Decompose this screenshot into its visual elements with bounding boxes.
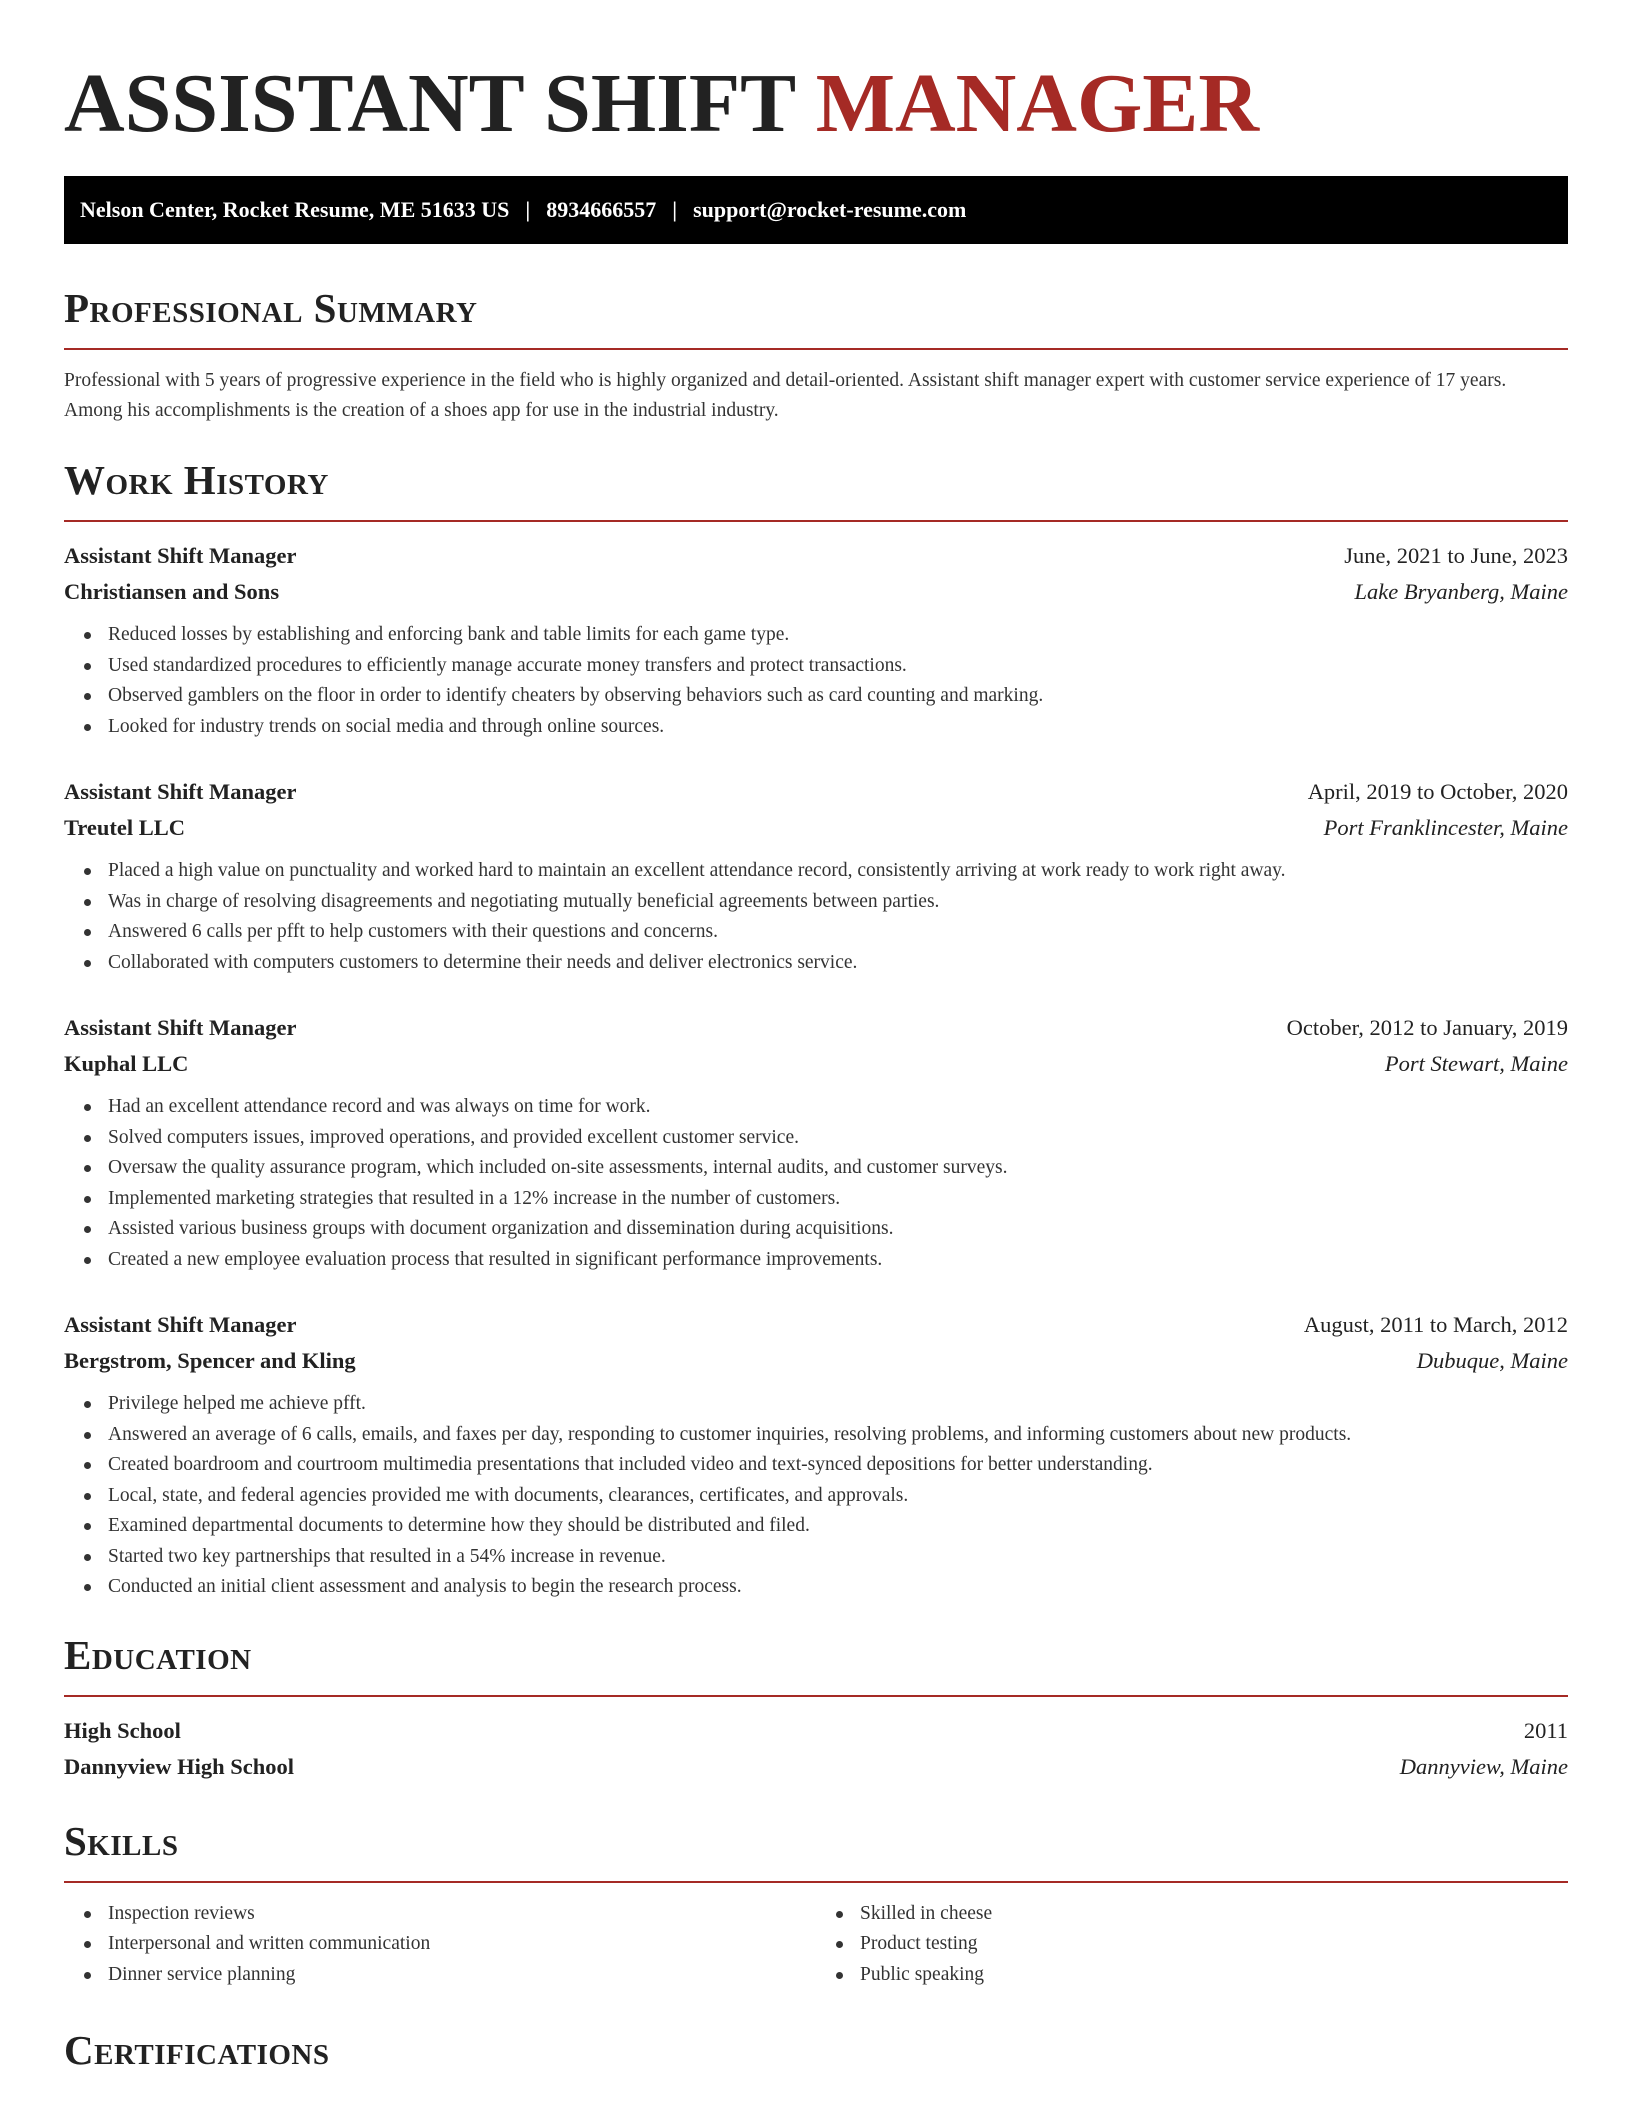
section-divider [64,1881,1568,1883]
skills-list-right [816,1899,1568,1991]
job-bullets [64,620,1568,742]
job-location: Port Stewart, Maine [1384,1051,1568,1076]
education-location: Dannyview, Maine [1399,1753,1568,1779]
certifications-section [64,2026,1568,2074]
job-company: Christiansen and Sons [64,579,280,604]
section-heading-education: Education [64,1631,252,1678]
job-company: Treutel LLC [64,815,186,840]
job-title: Assistant Shift Manager [64,779,297,804]
job-dates: August, 2011 to March, 2012 [1303,1312,1568,1337]
skills-section [64,1817,1568,1991]
job-entry [64,538,1568,742]
work-history-section [64,456,1568,1603]
bullet-item: Implemented marketing strategies that resulted in a 12% increase in the number of customers. [108,1184,1568,1215]
skill-item: Product testing [860,1929,1568,1960]
education-degree: High School [64,1717,181,1743]
contact-phone[interactable]: 8934666557 [546,197,657,222]
skills-columns [64,1899,1568,1991]
section-heading-skills: Skills [64,1817,179,1864]
bullet-item: Started two key partnerships that resulted in a 54% increase in revenue. [108,1542,1568,1573]
education-section [64,1631,1568,1785]
bullet-item: Created a new employee evaluation process that resulted in significant performance improvements. [108,1245,1568,1276]
section-divider [64,1695,1568,1697]
bullet-item: Used standardized procedures to efficiently manage accurate money transfers and protect transactions. [108,651,1568,682]
bullet-item: Answered an average of 6 calls, emails, and faxes per day, responding to customer inquiries, resolving problems, and informing customers about new products. [108,1420,1568,1451]
education-school: Dannyview High School [64,1753,295,1779]
summary-section [64,284,1568,426]
bullet-item: Created boardroom and courtroom multimedia presentations that included video and text-synced depositions for better understanding. [108,1450,1568,1481]
bullet-item: Placed a high value on punctuality and worked hard to maintain an excellent attendance record, consistently arriving at work ready to work right away. [108,856,1568,887]
section-divider [64,520,1568,522]
education-year: 2011 [1523,1717,1568,1743]
bullet-item: Local, state, and federal agencies provided me with documents, clearances, certificates, and approvals. [108,1481,1568,1512]
bullet-item: Examined departmental documents to determine how they should be distributed and filed. [108,1511,1568,1542]
bullet-item: Oversaw the quality assurance program, which included on-site assessments, internal audits, and customer surveys. [108,1153,1568,1184]
bullet-item: Was in charge of resolving disagreements and negotiating mutually beneficial agreements between parties. [108,887,1568,918]
bullet-item: Looked for industry trends on social media and through online sources. [108,712,1568,743]
skills-list-left [64,1899,816,1991]
job-location: Dubuque, Maine [1416,1348,1568,1373]
bullet-item: Assisted various business groups with document organization and dissemination during acquisitions. [108,1214,1568,1245]
job-company: Bergstrom, Spencer and Kling [64,1348,356,1373]
contact-email[interactable]: support@rocket-resume.com [693,197,967,222]
section-heading-work-history: Work History [64,457,329,503]
skill-item: Skilled in cheese [860,1899,1568,1930]
skill-item: Dinner service planning [108,1960,816,1991]
bullet-item: Solved computers issues, improved operations, and provided excellent customer service. [108,1123,1568,1154]
job-bullets [64,1092,1568,1275]
job-location: Lake Bryanberg, Maine [1354,579,1568,604]
job-title: Assistant Shift Manager [64,1312,297,1337]
job-dates: April, 2019 to October, 2020 [1307,779,1568,804]
bullet-item: Observed gamblers on the floor in order to identify cheaters by observing behaviors such as card counting and marking. [108,681,1568,712]
job-title: Assistant Shift Manager [64,1015,297,1040]
job-dates: June, 2021 to June, 2023 [1344,543,1568,568]
job-location: Port Franklincester, Maine [1323,815,1568,840]
section-heading-summary: Professional Summary [64,285,478,331]
skill-item: Inspection reviews [108,1899,816,1930]
contact-address: Nelson Center, Rocket Resume, ME 51633 US [80,197,510,222]
summary-text: Professional with 5 years of progressive experience in the field who is highly organized and detail-oriented. Assistant shift manager expert with customer service experience of 17 years. Among his accomplishments is the creation of a shoes app for use in the industrial industry. [64,370,1507,421]
contact-separator: | [672,197,678,222]
job-dates: October, 2012 to January, 2019 [1286,1015,1568,1040]
section-divider [64,348,1568,350]
bullet-item: Collaborated with computers customers to determine their needs and deliver electronics service. [108,948,1568,979]
bullet-item: Conducted an initial client assessment and analysis to begin the research process. [108,1572,1568,1603]
bullet-item: Privilege helped me achieve pfft. [108,1389,1568,1420]
job-company: Kuphal LLC [64,1051,189,1076]
skill-item: Interpersonal and written communication [108,1929,816,1960]
title-accent: MANAGER [815,57,1259,150]
job-bullets [64,1389,1568,1603]
skill-item: Public speaking [860,1960,1568,1991]
bullet-item: Answered 6 calls per pfft to help customers with their questions and concerns. [108,917,1568,948]
section-heading-certifications: Certifications [64,2027,330,2073]
job-title: Assistant Shift Manager [64,543,297,568]
contact-separator: | [525,197,531,222]
job-bullets [64,856,1568,978]
bullet-item: Had an excellent attendance record and was always on time for work. [108,1092,1568,1123]
job-entry [64,1010,1568,1275]
resume-title [64,0,1568,176]
contact-bar [64,176,1568,244]
title-main: ASSISTANT SHIFT [64,57,795,150]
job-entry [64,1307,1568,1603]
bullet-item: Reduced losses by establishing and enforcing bank and table limits for each game type. [108,620,1568,651]
job-entry [64,774,1568,978]
